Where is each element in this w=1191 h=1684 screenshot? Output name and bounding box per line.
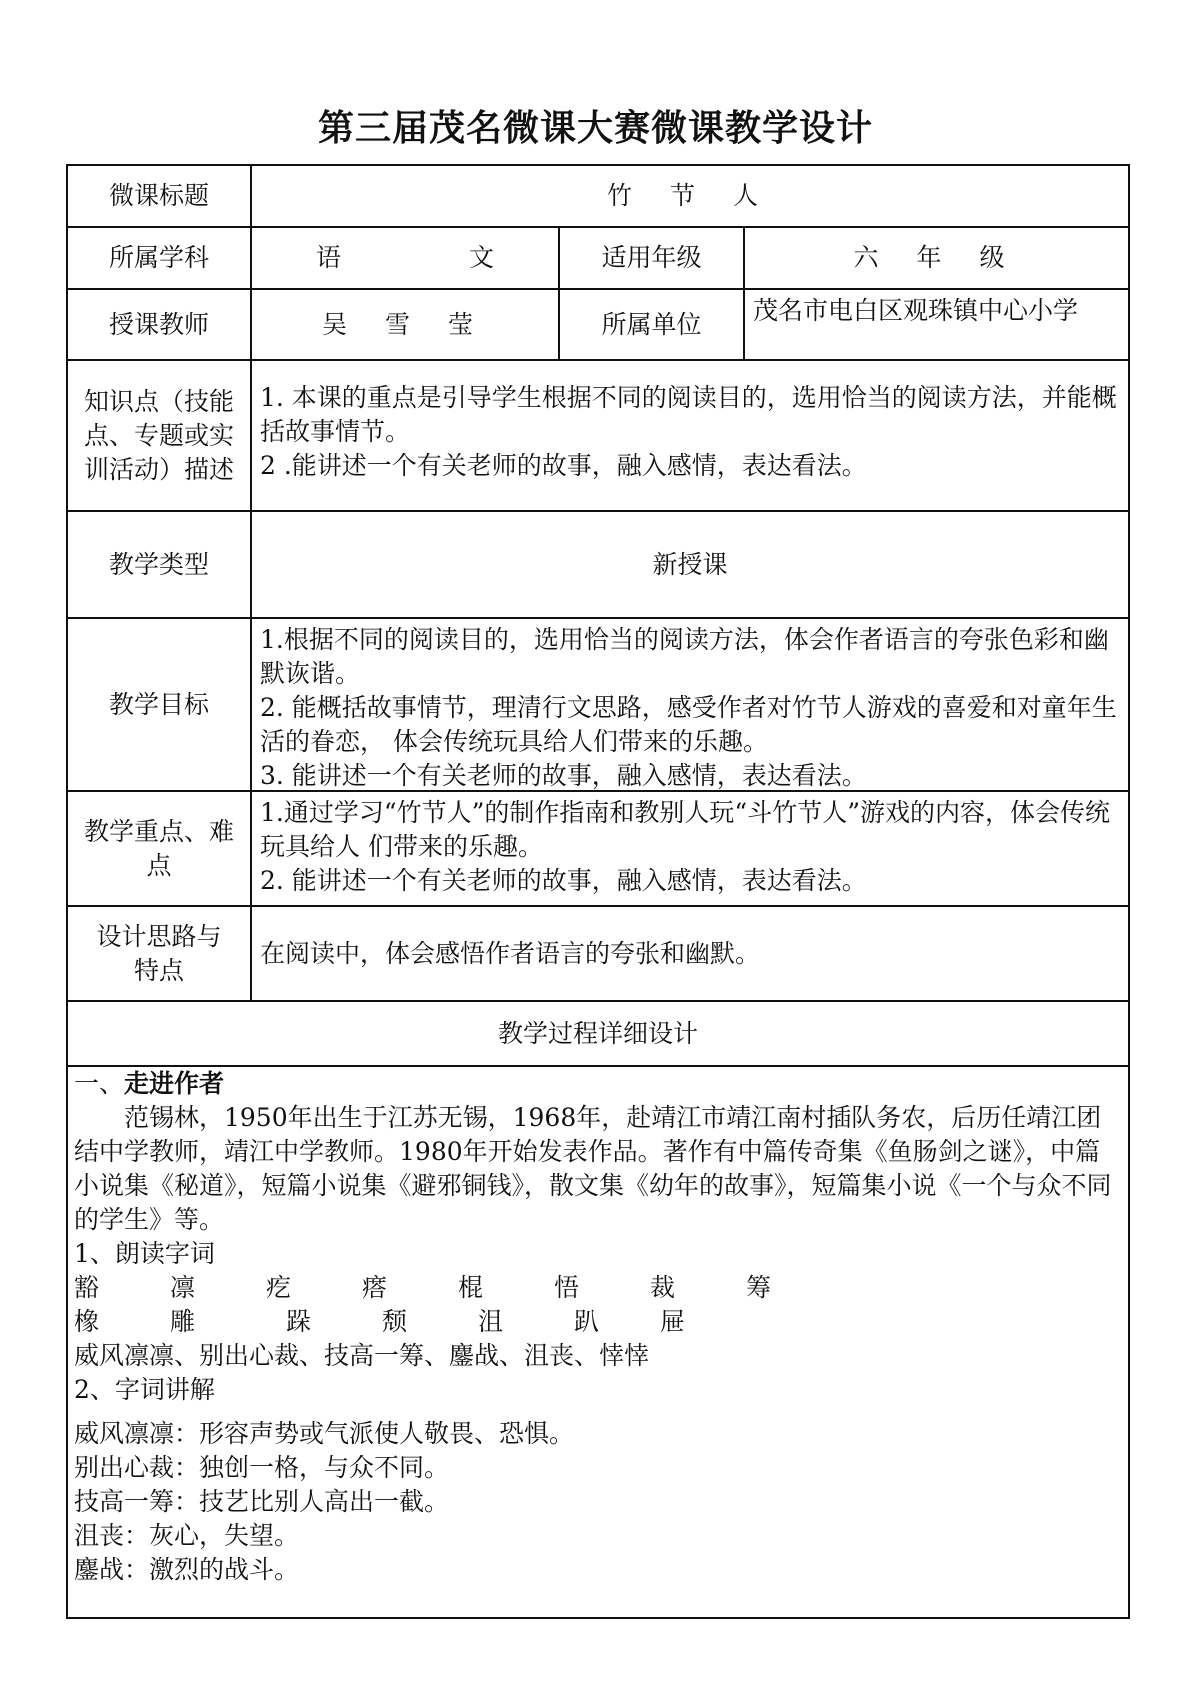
author-paragraph: 范锡林，1950年出生于江苏无锡，1968年，赴靖江市靖江南村插队务农，后历任靖江团结中学教师，靖江中学教师。1980年开始发表作品。著作有中篇传奇集《鱼肠剑之谜》，中篇小说集《秘道》，短篇小说集《避邪铜钱》，散文集《幼年的故事》，短篇集小说《一个与众不同的学生》等。 [74,1103,1112,1234]
process-header: 教学过程详细设计 [497,1018,698,1048]
subject-label: 所属学科 [108,243,209,272]
goals-line-3: 3. 能讲述一个有关老师的故事，融入感情，表达看法。 [260,761,867,790]
grade-label: 适用年级 [601,243,702,272]
explanation-5: 鏖战：激烈的战斗。 [74,1555,300,1584]
char: 筹 [746,1273,772,1302]
knowledge-line-1: 1. 本课的重点是引导学生根据不同的阅读目的，选用恰当的阅读方法，并能概括故事情节。 [260,383,1117,446]
process-body [70,1067,1124,1615]
read-title: 1、朗读字词 [74,1239,215,1268]
key-text [252,792,1128,905]
char: 趴 [574,1307,600,1336]
page-title: 第三届茂名微课大赛微课教学设计 [317,108,873,149]
type-value: 新授课 [652,549,728,579]
words-line: 威风凛凛、别出心裁、技高一筹、鏖战、沮丧、悻悻 [74,1341,650,1370]
type-label: 教学类型 [108,549,209,579]
section-1-number: 一、 [74,1069,125,1098]
table-border [66,1617,1130,1619]
char: 豁 [74,1273,100,1302]
char: 瘩 [362,1273,388,1302]
goals-line-2: 2. 能概括故事情节，理清行文思路，感受作者对竹节人游戏的喜爱和对童年生活的眷恋， 体会传统玩具给人们带来的乐趣。 [260,693,1117,756]
explanation-2: 别出心裁：独创一格，与众不同。 [74,1453,450,1482]
char: 凛 [170,1273,196,1302]
goals-text [252,619,1128,790]
teacher-value: 吴 雪 莹 [322,309,488,339]
char: 悟 [554,1273,580,1302]
chars-row-2 [74,1305,1120,1339]
char: 疙 [266,1273,292,1302]
unit-value: 茂名市电白区观珠镇中心小学 [753,296,1079,325]
explanation-4: 沮丧：灰心，失望。 [74,1521,300,1550]
unit-label: 所属单位 [601,309,702,339]
char: 裁 [650,1273,676,1302]
section-1-title: 走进作者 [124,1069,225,1098]
design-value: 在阅读中，体会感悟作者语言的夸张和幽默。 [260,938,761,968]
knowledge-line-2: 2 .能讲述一个有关老师的故事，融入感情，表达看法。 [260,451,867,480]
goals-label: 教学目标 [108,689,209,719]
explain-title: 2、字词讲解 [74,1375,215,1404]
topic-label: 微课标题 [108,181,209,210]
char: 沮 [478,1307,504,1336]
char: 颓 [382,1307,408,1336]
explanation-3: 技高一筹：技艺比别人高出一截。 [74,1487,450,1516]
explanation-1: 威风凛凛：形容声势或气派使人敬畏、恐惧。 [74,1419,575,1448]
key-label: 教学重点、难点 [83,816,234,880]
key-line-2: 2. 能讲述一个有关老师的故事，融入感情，表达看法。 [260,866,867,895]
table-border [1128,164,1130,1619]
chars-row-1 [74,1271,1120,1305]
char: 跺 [286,1307,312,1336]
char: 棍 [458,1273,484,1302]
grade-value: 六 年 级 [853,243,1020,272]
teacher-label: 授课教师 [108,309,209,339]
table-border [66,164,68,1619]
char: 屉 [660,1307,686,1336]
topic-value: 竹 节 人 [607,181,773,210]
goals-line-1: 1.根据不同的阅读目的，选用恰当的阅读方法，体会作者语言的夸张色彩和幽默诙谐。 [260,625,1109,688]
knowledge-label: 知识点（技能点、专题或实训活动）描述 [83,386,234,484]
design-label: 设计思路与特点 [96,921,222,985]
char: 橡 [74,1307,100,1336]
section-1-heading [74,1067,1120,1101]
char: 雕 [170,1307,196,1336]
knowledge-text [252,361,1128,510]
subject-value: 语 文 [316,243,554,272]
spacer [74,1407,1120,1417]
key-line-1: 1.通过学习“竹节人”的制作指南和教别人玩“斗竹节人”游戏的内容，体会传统玩具给人 们带来的乐趣。 [260,798,1110,861]
